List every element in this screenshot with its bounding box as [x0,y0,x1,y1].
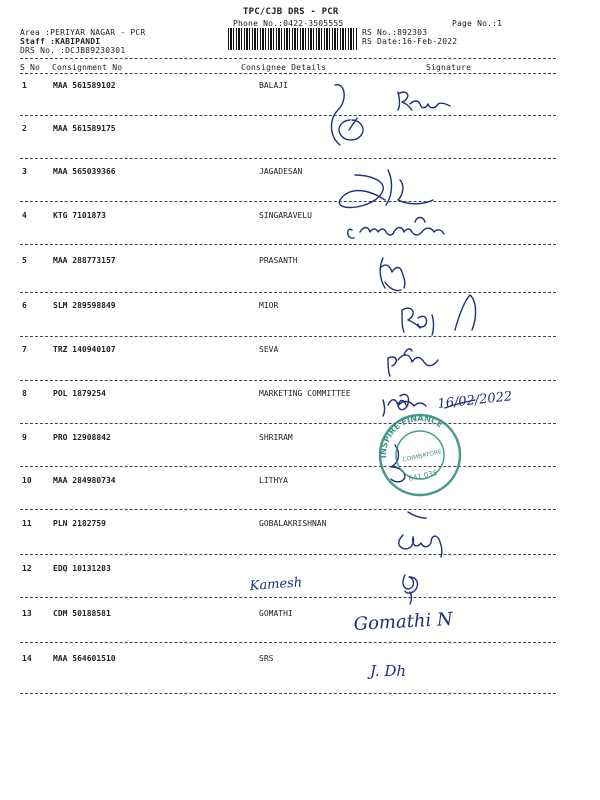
consignee-name: MARKETING COMMITTEE [259,389,351,398]
row-number: 6 [22,301,27,310]
row-number: 12 [22,564,32,573]
row-divider [20,642,556,643]
consignment-number: MAA 284980734 [53,476,116,485]
table-row [0,564,600,606]
consignment-number: MAA 561589102 [53,81,116,90]
table-row [0,654,600,696]
consignee-name: SRS [259,654,274,663]
consignment-number: SLM 289598849 [53,301,116,310]
row-number: 1 [22,81,27,90]
barcode [228,28,358,50]
consignee-name: MIOR [259,301,279,310]
consignee-name: GOMATHI [259,609,293,618]
table-row [0,167,600,209]
rs-date: RS Date:16-Feb-2022 [362,37,458,46]
consignment-number: KTG 7101873 [53,211,106,220]
row-number: 7 [22,345,27,354]
consignment-number: CDM 50188581 [53,609,111,618]
consignment-number: MAA 288773157 [53,256,116,265]
row-divider [20,336,556,337]
row-number: 9 [22,433,27,442]
phone-number: Phone No.:0422-3505555 [233,19,344,28]
row-divider [20,554,556,555]
consignment-number: MAA 565039366 [53,167,116,176]
consignment-number: PLN 2182759 [53,519,106,528]
row-divider [20,158,556,159]
row-divider [20,423,556,424]
row-divider [20,292,556,293]
header-divider [20,58,556,59]
row-number: 10 [22,476,32,485]
row-divider [20,115,556,116]
page-number: Page No.:1 [452,19,503,28]
table-row [0,476,600,518]
col-header-signature: Signature [426,63,472,72]
row-divider [20,201,556,202]
signature-13: Gomathi N [353,608,454,635]
row-divider [20,509,556,510]
consignment-number: MAA 561589175 [53,124,116,133]
row-divider [20,466,556,467]
col-header-sno: S No [20,63,41,72]
rs-number: RS No.:892303 [362,28,428,37]
consignee-name: BALAJI [259,81,288,90]
consignment-number: PRO 12908842 [53,433,111,442]
stamp-pin: 641 035 [407,468,438,483]
consignment-number: POL 1879254 [53,389,106,398]
consignee-name: SINGARAVELU [259,211,312,220]
sheet-title: TPC/CJB DRS - PCR [243,7,339,17]
stamp-center-text: COIMBATORE [401,448,443,464]
column-header-divider [20,73,556,74]
table-row [0,609,600,651]
row-divider [20,244,556,245]
row-number: 13 [22,609,32,618]
row-number: 14 [22,654,32,663]
row-divider [20,693,556,694]
table-row [0,81,600,123]
table-row [0,124,600,166]
row-number: 8 [22,389,27,398]
signature-12: Kamesh [249,575,303,594]
row-number: 5 [22,256,27,265]
consignee-name: PRASANTH [259,256,298,265]
table-row [0,389,600,431]
col-header-consignment: Consignment No [52,63,123,72]
row-divider [20,380,556,381]
consignment-number: MAA 564601510 [53,654,116,663]
consignee-name: GOBALAKRISHNAN [259,519,327,528]
consignee-name: SHRIRAM [259,433,293,442]
consignment-number: EDQ 10131203 [53,564,111,573]
signature-14: J. Dh [370,662,407,680]
row-number: 3 [22,167,27,176]
consignee-name: LITHYA [259,476,288,485]
staff-label: Staff :KABIPANDI [20,37,101,46]
row-number: 2 [22,124,27,133]
consignment-number: TRZ 140940107 [53,345,116,354]
delivery-date-handwritten: 16/02/2022 [436,389,513,412]
stamp-top-text: INSPIRE FINANCE [378,413,445,459]
row-number: 4 [22,211,27,220]
consignee-name: SEVA [259,345,279,354]
row-number: 11 [22,519,32,528]
drs-number: DRS No. :DCJB89230301 [20,46,126,55]
consignee-name: JAGADESAN [259,167,303,176]
row-divider [20,597,556,598]
col-header-consignee: Consignee Details [241,63,327,72]
area-label: Area :PERIYAR NAGAR - PCR [20,28,146,37]
table-row [0,433,600,475]
table-row [0,211,600,253]
